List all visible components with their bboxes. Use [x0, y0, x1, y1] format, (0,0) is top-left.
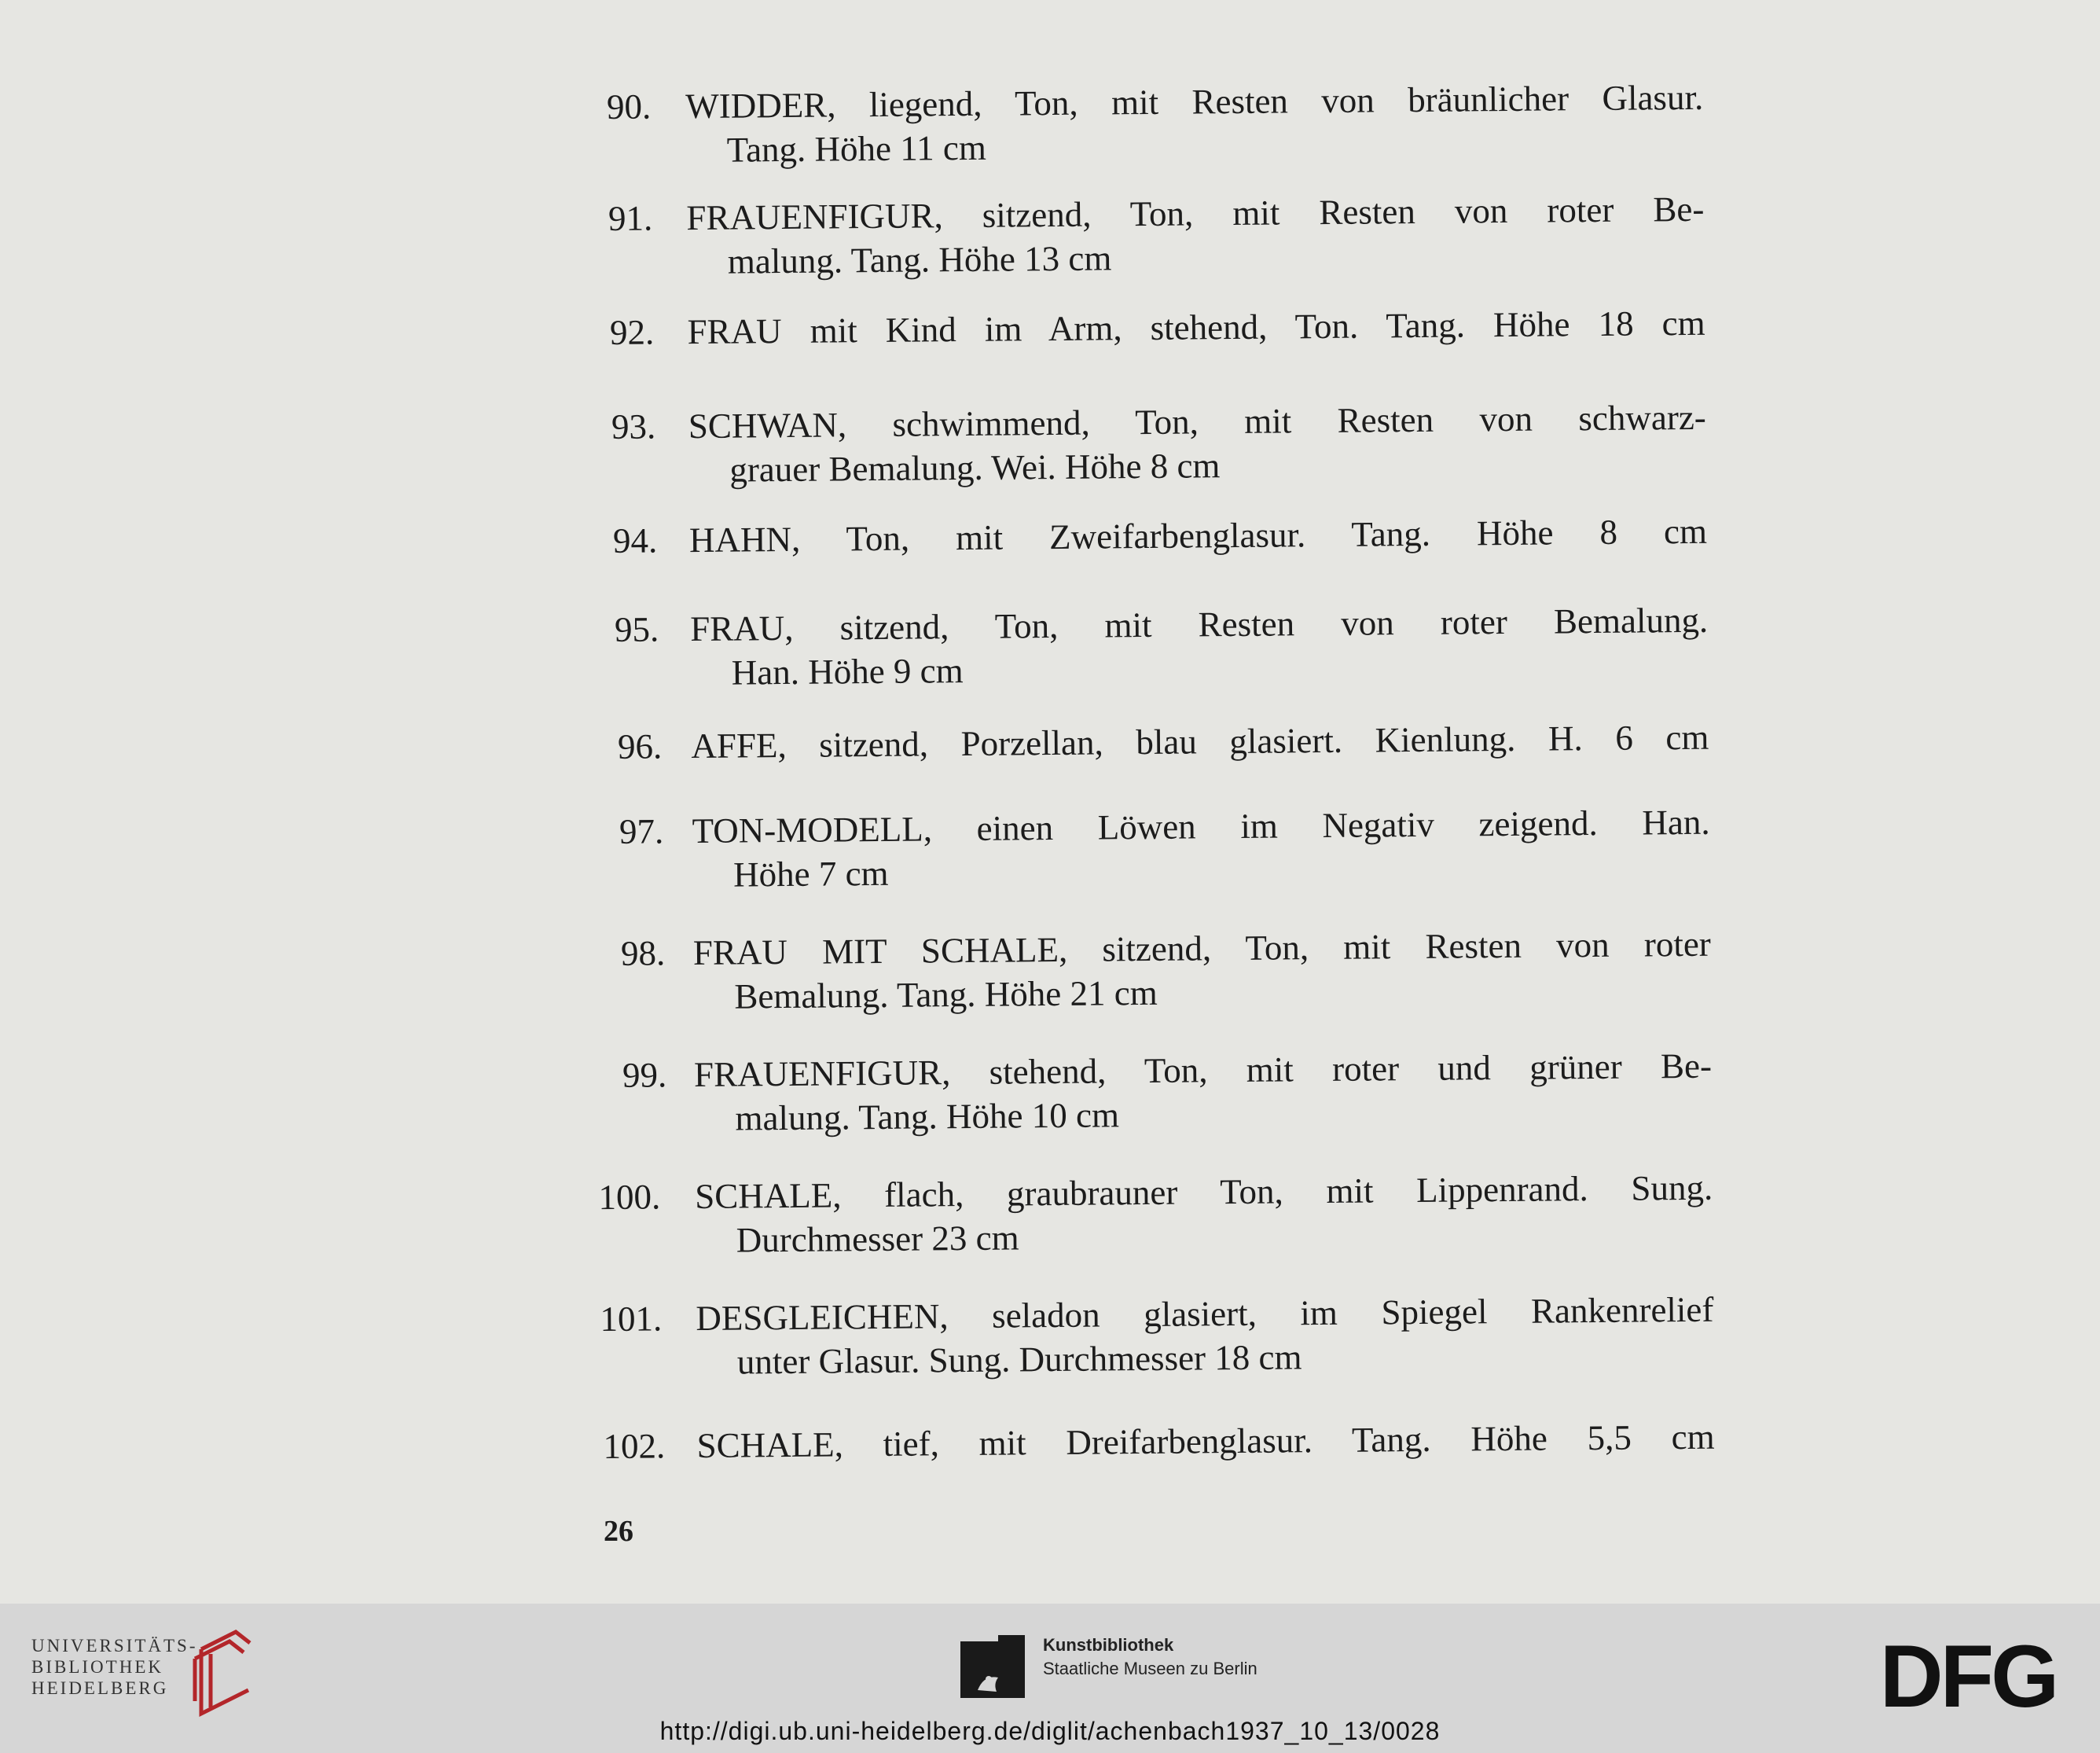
- catalogue-entry: [0, 711, 2100, 766]
- entry-title-line: SCHALE, tief, mit Dreifarbenglasur. Tang. Höhe 5,5 cm: [696, 1417, 1715, 1465]
- entry-title-line: SCHWAN, schwimmend, Ton, mit Resten von schwarz-: [688, 397, 1707, 447]
- entry-number: 91.: [608, 198, 653, 238]
- entry-detail-line: Höhe 7 cm: [732, 853, 889, 895]
- ub-line: UNIVERSITÄTS-: [31, 1636, 198, 1656]
- ub-line: HEIDELBERG: [31, 1678, 169, 1698]
- entry-title-line: FRAU mit Kind im Arm, stehend, Ton. Tang. Höhe 18 cm: [687, 303, 1705, 352]
- footer-bar: [0, 1604, 2100, 1753]
- entry-title-line: WIDDER, liegend, Ton, mit Resten von bräunlicher Glasur.: [685, 77, 1704, 127]
- ub-line: BIBLIOTHEK: [31, 1657, 163, 1677]
- entry-number: 96.: [617, 726, 663, 766]
- catalogue-entry: [0, 1411, 2100, 1467]
- catalogue-entry: [0, 1162, 2100, 1260]
- entry-number: 90.: [606, 86, 652, 127]
- entry-number: 102.: [603, 1426, 666, 1467]
- entry-number: 100.: [598, 1177, 661, 1218]
- catalogue-entry: [0, 297, 2100, 352]
- entry-title-line: DESGLEICHEN, seladon glasiert, im Spiegel Rankenrelief: [696, 1289, 1714, 1338]
- entry-number: 99.: [622, 1055, 667, 1095]
- catalogue-entry: [0, 183, 2100, 281]
- catalogue-entry: [0, 594, 2100, 693]
- entry-detail-line: grauer Bemalung. Wei. Höhe 8 cm: [729, 446, 1221, 490]
- entry-detail-line: Durchmesser 23 cm: [736, 1218, 1019, 1260]
- eagle-icon: [960, 1635, 1025, 1698]
- entry-number: 92.: [609, 312, 655, 352]
- ub-library-icon[interactable]: [187, 1626, 258, 1720]
- entry-detail-line: Han. Höhe 9 cm: [731, 651, 964, 693]
- entry-title-line: FRAU, sitzend, Ton, mit Resten von roter Bemalung.: [690, 600, 1709, 649]
- entry-number: 97.: [619, 811, 664, 851]
- kunstbibliothek-subtitle: Staatliche Museen zu Berlin: [1043, 1659, 1257, 1678]
- ub-heidelberg-logo[interactable]: [31, 1635, 198, 1699]
- catalogue-entry: [0, 918, 2100, 1016]
- dfg-logo[interactable]: [1867, 1639, 2069, 1718]
- catalogue-entry: [0, 796, 2100, 895]
- entry-title-line: TON-MODELL, einen Löwen im Negativ zeigend. Han.: [692, 802, 1710, 851]
- entry-number: 95.: [614, 609, 659, 649]
- dfg-text: DFG: [1879, 1639, 2057, 1718]
- entry-title-line: HAHN, Ton, mit Zweifarbenglasur. Tang. Höhe 8 cm: [688, 511, 1708, 560]
- entry-number: 94.: [612, 520, 658, 560]
- entry-title-line: FRAU MIT SCHALE, sitzend, Ton, mit Resten von roter: [692, 924, 1712, 973]
- entry-title-line: SCHALE, flach, graubrauner Ton, mit Lippenrand. Sung.: [695, 1167, 1713, 1217]
- kunstbibliothek-name: Kunstbibliothek: [1043, 1635, 1174, 1655]
- entry-detail-line: malung. Tang. Höhe 13 cm: [727, 238, 1112, 281]
- catalogue-entry: [0, 505, 2100, 560]
- entry-detail-line: Bemalung. Tang. Höhe 21 cm: [734, 972, 1158, 1016]
- catalogue-entry: [0, 1284, 2100, 1382]
- entry-detail-line: unter Glasur. Sung. Durchmesser 18 cm: [736, 1337, 1302, 1382]
- entry-number: 98.: [620, 933, 666, 973]
- entry-title-line: AFFE, sitzend, Porzellan, blau glasiert. Kienlung. H. 6 cm: [691, 717, 1709, 766]
- catalogue-entry: [0, 391, 2100, 490]
- catalogue-entry: [0, 72, 2100, 170]
- entry-title-line: FRAUENFIGUR, stehend, Ton, mit roter und grüner Be-: [693, 1046, 1713, 1095]
- entry-title-line: FRAUENFIGUR, sitzend, Ton, mit Resten von roter Be-: [686, 189, 1705, 238]
- entry-number: 101.: [600, 1299, 663, 1340]
- catalogue-entry: [0, 1040, 2100, 1138]
- permalink-url[interactable]: http://digi.ub.uni-heidelberg.de/diglit/achenbach1937_10_13/0028: [659, 1717, 1441, 1745]
- entry-number: 93.: [611, 406, 656, 447]
- entry-detail-line: malung. Tang. Höhe 10 cm: [735, 1095, 1120, 1138]
- page-number: 26: [604, 1515, 633, 1548]
- entry-detail-line: Tang. Höhe 11 cm: [726, 127, 987, 170]
